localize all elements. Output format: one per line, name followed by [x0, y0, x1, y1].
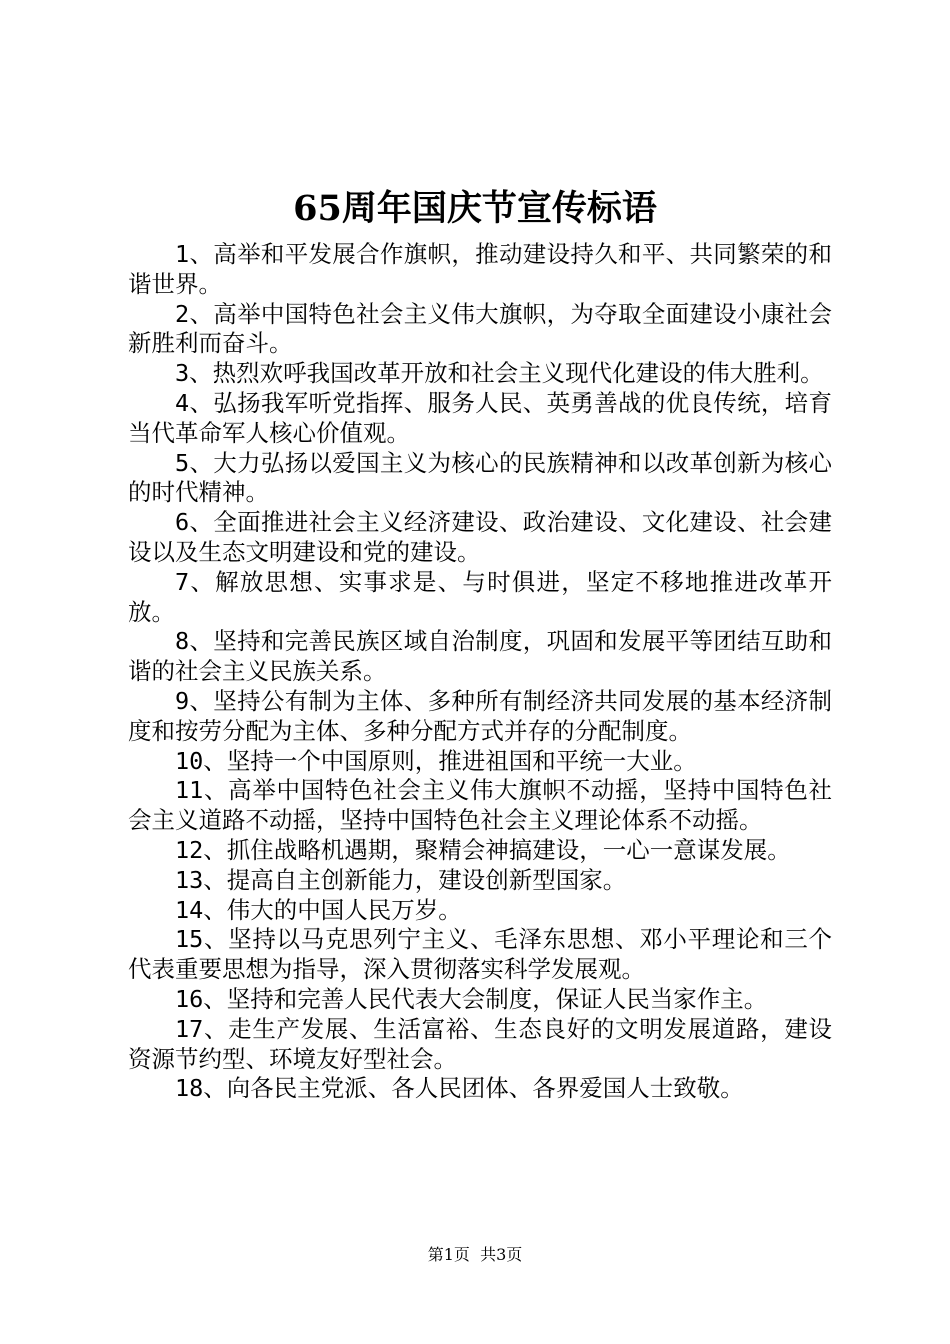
slogan-item: 5、大力弘扬以爱国主义为核心的民族精神和以改革创新为核心的时代精神。 [128, 448, 832, 507]
page-number-footer: 第1页 共3页 [427, 1245, 523, 1264]
slogan-item: 7、解放思想、实事求是、与时俱进，坚定不移地推进改革开放。 [128, 567, 832, 626]
slogan-item: 12、抓住战略机遇期，聚精会神搞建设，一心一意谋发展。 [175, 835, 791, 864]
slogan-item: 15、坚持以马克思列宁主义、毛泽东思想、邓小平理论和三个代表重要思想为指导，深入贯彻落实科学发展观。 [128, 925, 832, 984]
slogan-item: 10、坚持一个中国原则，推进祖国和平统一大业。 [175, 746, 697, 775]
slogan-item: 18、向各民主党派、各人民团体、各界爱国人士致敬。 [175, 1074, 744, 1103]
page-title: 65周年国庆节宣传标语 [293, 188, 657, 229]
slogan-item: 1、高举和平发展合作旗帜，推动建设持久和平、共同繁荣的和谐世界。 [128, 240, 832, 298]
slogan-item: 2、高举中国特色社会主义伟大旗帜，为夺取全面建设小康社会新胜利而奋斗。 [128, 299, 832, 358]
slogan-item: 14、伟大的中国人民万岁。 [175, 895, 462, 924]
slogan-item: 4、弘扬我军听党指挥、服务人民、英勇善战的优良传统，培育当代革命军人核心价值观。 [128, 388, 832, 447]
slogan-item: 11、高举中国特色社会主义伟大旗帜不动摇，坚持中国特色社会主义道路不动摇，坚持中国特色社会主义理论体系不动摇。 [128, 776, 832, 835]
slogan-item: 16、坚持和完善人民代表大会制度，保证人民当家作主。 [175, 984, 768, 1013]
slogan-item: 6、全面推进社会主义经济建设、政治建设、文化建设、社会建设以及生态文明建设和党的建设。 [128, 508, 832, 566]
slogan-item: 3、热烈欢呼我国改革开放和社会主义现代化建设的伟大胜利。 [175, 359, 824, 388]
slogan-item: 13、提高自主创新能力，建设创新型国家。 [175, 865, 627, 894]
slogan-item: 17、走生产发展、生活富裕、生态良好的文明发展道路，建设资源节约型、环境友好型社会。 [128, 1014, 832, 1073]
slogan-item: 9、坚持公有制为主体、多种所有制经济共同发展的基本经济制度和按劳分配为主体、多种分配方式并存的分配制度。 [128, 686, 832, 745]
slogan-list [128, 240, 832, 1104]
slogan-item: 8、坚持和完善民族区域自治制度，巩固和发展平等团结互助和谐的社会主义民族关系。 [128, 627, 832, 686]
